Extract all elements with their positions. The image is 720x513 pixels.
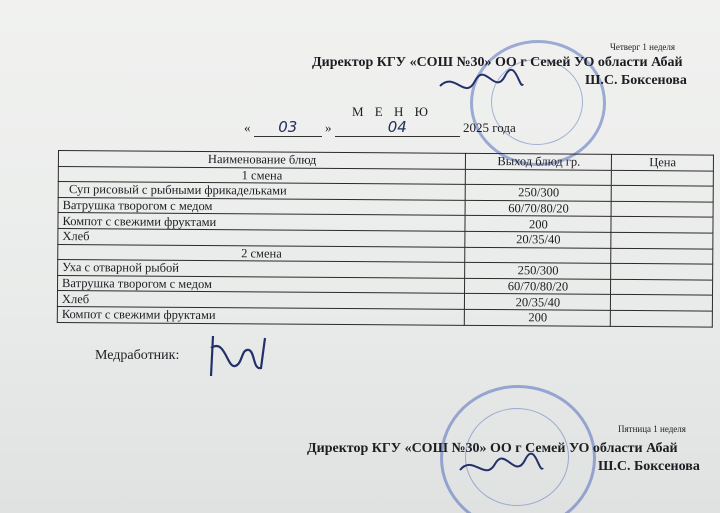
date-month: 04 bbox=[387, 118, 407, 136]
dish-weight: 60/70/80/20 bbox=[465, 200, 611, 217]
director-name-bottom: Ш.С. Боксенова bbox=[598, 459, 700, 474]
dish-weight: 60/70/80/20 bbox=[465, 278, 611, 295]
dish-price bbox=[612, 201, 714, 217]
medic-signature bbox=[205, 328, 275, 383]
week-label-bottom: Пятница 1 неделя bbox=[618, 424, 686, 434]
header-price: Цена bbox=[612, 154, 714, 170]
dish-weight: 20/35/40 bbox=[465, 231, 611, 248]
header-portion: Выход блюд гр. bbox=[466, 153, 612, 170]
medic-label: Медработник: bbox=[95, 348, 180, 363]
menu-title: М Е Н Ю bbox=[352, 104, 432, 119]
header-dish-name: Наименование блюд bbox=[58, 151, 465, 169]
dish-price bbox=[611, 217, 713, 233]
date-close-quote: » bbox=[325, 120, 332, 135]
week-label: Четверг 1 неделя bbox=[610, 42, 676, 52]
dish-price bbox=[611, 295, 713, 311]
dish-weight: 250/300 bbox=[465, 263, 611, 280]
director-signature-top bbox=[435, 66, 525, 106]
dish-weight: 200 bbox=[465, 309, 611, 326]
dish-weight: 250/300 bbox=[466, 185, 612, 202]
menu-table bbox=[57, 150, 714, 327]
shift-2-label: 2 смена bbox=[58, 244, 465, 262]
dish-name: Хлеб bbox=[58, 228, 465, 246]
date-year: 2025 года bbox=[463, 120, 516, 135]
date-open-quote: « bbox=[244, 120, 251, 135]
shift-1-label: 1 смена bbox=[58, 166, 465, 184]
dish-name: Компот с свежими фруктами bbox=[58, 213, 465, 231]
dish-price bbox=[611, 232, 713, 248]
date-day: 03 bbox=[278, 118, 298, 136]
dish-name: Компот с свежими фруктами bbox=[57, 306, 464, 324]
director-signature-bottom bbox=[455, 448, 545, 488]
dish-weight: 200 bbox=[465, 216, 611, 233]
dish-weight: 20/35/40 bbox=[465, 294, 611, 311]
director-name: Ш.С. Боксенова bbox=[585, 73, 687, 88]
dish-price bbox=[611, 279, 713, 295]
dish-name: Хлеб bbox=[57, 291, 464, 309]
menu-date bbox=[244, 118, 516, 137]
dish-name: Ватрушка творогом с медом bbox=[58, 197, 465, 215]
dish-price bbox=[611, 264, 713, 280]
dish-name: Уха с отварной рыбой bbox=[58, 260, 465, 278]
dish-price bbox=[611, 310, 713, 326]
table-row bbox=[57, 306, 712, 326]
director-title: Директор КГУ «СОШ №30» ОО г Семей УО области Абай bbox=[312, 55, 683, 70]
dish-price bbox=[612, 186, 714, 202]
dish-name: Ватрушка творогом с медом bbox=[58, 275, 465, 293]
dish-name: Суп рисовый с рыбными фрикадельками bbox=[58, 182, 465, 200]
director-title-bottom: Директор КГУ «СОШ №30» ОО г Семей УО области Абай bbox=[307, 441, 678, 456]
